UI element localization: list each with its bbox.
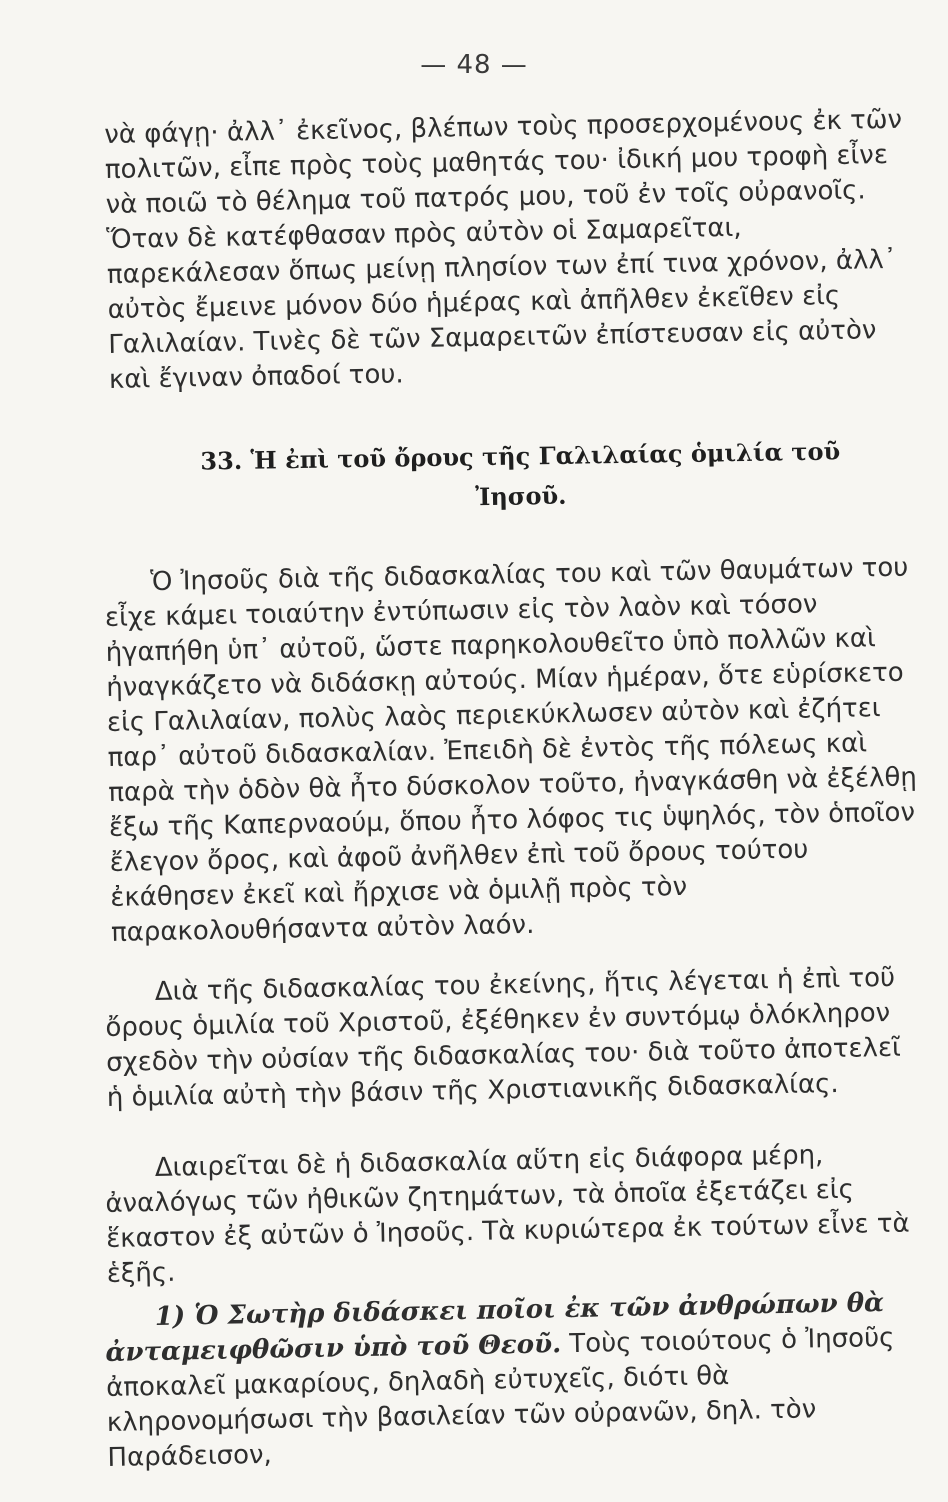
paragraph-3-text: Διὰ τῆς διδασκαλίας του ἐκείνης, ἥτις λέγεται ἡ ἐπὶ τοῦ ὄρους ὁμιλία τοῦ Χριστοῦ, ἐξέθηκεν ἐν συντόμῳ ὁλόκληρον σχεδὸν τὴν οὐσίαν τῆς διδασκαλίας του· διὰ τοῦτο ἀποτελεῖ ἡ ὁμιλία αὐτὴ τὴν βάσιν τῆς Χριστιανικῆς διδασκαλίας. (105, 962, 902, 1113)
paragraph-3 (104, 934, 920, 1142)
paragraph-2-text: Ὁ Ἰησοῦς διὰ τῆς διδασκαλίας του καὶ τῶν θαυμάτων του εἶχε κάμει τοιαύτην ἐντύπωσιν εἰς τὸν λαὸν καὶ τόσον ἠγαπήθη ὑπ᾿ αὐτοῦ, ὥστε παρηκολουθεῖτο ὑπὸ πολλῶν καὶ ἠναγκάζετο νὰ διδάσκῃ αὐτούς. Μίαν ἡμέραν, ὅτε εὑρίσκετο εἰς Γαλιλαίαν, πολὺς λαὸς περιεκύκλωσεν αὐτὸν καὶ ἐζήτει παρ᾿ αὐτοῦ διδασκαλίαν. Ἐπειδὴ δὲ ἐντὸς τῆς πόλεως καὶ παρὰ τὴν ὁδὸν θὰ ἦτο δύσκολον τοῦτο, ἠναγκάσθη νὰ ἐξέλθῃ ἔξω τῆς Καπερναούμ, ὅπου ἦτο λόφος τις ὑψηλός, τὸν ὁποῖον ἔλεγον ὄρος, καὶ ἀφοῦ ἀνῆλθεν ἐπὶ τοῦ ὄρους τούτου ἐκάθησεν ἐκεῖ καὶ ἤρχισε νὰ ὁμιλῇ πρὸς τὸν παρακολουθήσαντα αὐτὸν λαόν. (104, 552, 918, 948)
paragraph-2 (104, 550, 923, 951)
paragraph-5-rest: Τοὺς τοιούτους ὁ Ἰησοῦς ἀποκαλεῖ μακαρίους, δηλαδὴ εὐτυχεῖς, διότι θὰ κληρονομήσωσι τὴν βασιλείαν τῶν οὐρανῶν, δηλ. τὸν Παράδεισον, (105, 1322, 895, 1473)
paragraph-5 (104, 1259, 920, 1502)
page-number: — 48 — (420, 50, 528, 80)
paragraph-4-text: Διαιρεῖται δὲ ἡ διδασκαλία αὕτη εἰς διάφορα μέρη, ἀναλόγως τῶν ἠθικῶν ζητημάτων, τὰ ὁποῖα ἐξετάζει εἰς ἕκαστον ἐξ αὐτῶν ὁ Ἰησοῦς. Τὰ κυριώτερα ἐκ τούτων εἶνε τὰ ἑξῆς. (105, 1140, 910, 1289)
paragraph-1-text: νὰ φάγῃ· ἀλλ᾿ ἐκεῖνος, βλέπων τοὺς προσερχομένους ἐκ τῶν πολιτῶν, εἶπε πρὸς τοὺς μαθητάς του· ἰδική μου τροφὴ εἶνε νὰ ποιῶ τὸ θέλημα τοῦ πατρός μου, τοῦ ἐν τοῖς οὐρανοῖς. Ὅταν δὲ κατέφθασαν πρὸς αὐτὸν οἱ Σαμαρεῖται, παρεκάλεσαν ὅπως μείνῃ πλησίον των ἐπί τινα χρόνον, ἀλλ᾿ αὐτὸς ἔμεινε μόνον δύο ἡμέρας καὶ ἀπῆλθεν ἐκεῖθεν εἰς Γαλιλαίαν. Τινὲς δὲ τῶν Σαμαρειτῶν ἐπίστευσαν εἰς αὐτὸν καὶ ἔγιναν ὀπαδοί του. (104, 104, 903, 395)
section-heading: 33. Ἡ ἐπὶ τοῦ ὄρους τῆς Γαλιλαίας ὁμιλία τοῦ Ἰησοῦ. (200, 436, 841, 512)
paragraph-1 (104, 102, 921, 398)
paragraph-5-lead: 1) Ὁ Σωτὴρ διδάσκει ποῖοι ἐκ τῶν ἀνθρώπων θὰ ἀνταμειφθῶσιν ὑπὸ τοῦ Θεοῦ. (105, 1288, 885, 1368)
paragraph-5-text (104, 1285, 919, 1476)
